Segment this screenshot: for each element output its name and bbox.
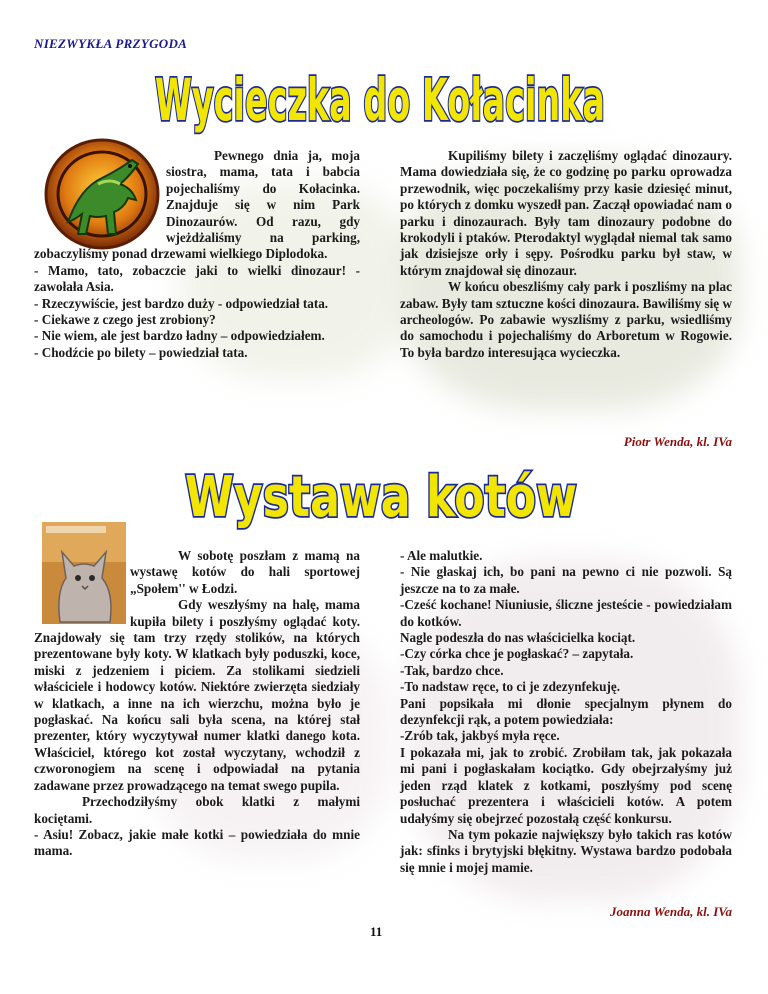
article1-author: Piotr Wenda, kl. IVa	[623, 434, 732, 449]
article2-title	[178, 458, 584, 534]
dialogue-line: -Czy córka chce je pogłaskać? – zapytała.	[400, 646, 634, 662]
article2-left-column	[34, 548, 360, 860]
paragraph: Pani popsikała mi dłonie specjalnym płynem do dezynfekcji rąk, a potem powiedziała:	[400, 695, 732, 728]
dialogue-line: -Tak, bardzo chce.	[400, 662, 504, 678]
dialogue-line: -To nadstaw ręce, to ci je zdezynfekuję.	[400, 679, 620, 695]
dialogue-line: - Ale malutkie.	[400, 548, 483, 563]
dialogue-line: - Chodźcie po bilety – powiedział tata.	[34, 344, 248, 360]
dialogue-line: - Nie wiem, ale jest bardzo ładny – odpowiedziałem.	[34, 328, 325, 344]
paragraph: Kupiliśmy bilety i zaczęliśmy oglądać dinozaury. Mama dowiedziała się, że co godzinę po parku oprowadza przewodnik, więc poczekaliśmy przy kasie dziesięć minut, po których z domku wyszedł pan. Zaczął opowiadać nam o parku i dinozaurach. Były tam dinozaury podobne do krokodyli i ptaków. Pterodaktyl wyglądał niemal tak samo jak dzisiejsze orły i sępy. Pośrodku parku był staw, w którym znajdował się dinozaur.	[400, 148, 732, 278]
article1-title	[148, 58, 612, 140]
dialogue-line: -Cześć kochane! Niuniusie, śliczne jesteście - powiedziałam do kotków.	[400, 597, 732, 629]
dialogue-line: - Nie głaskaj ich, bo pani na pewno ci nie pozwoli. Są jeszcze na to za małe.	[400, 564, 732, 596]
section-label: NIEZWYKŁA PRZYGODA	[34, 36, 188, 51]
dialogue-line: - Mamo, tato, zobaczcie jaki to wielki dinozaur! - zawołała Asia.	[34, 262, 360, 295]
article1-right-column	[400, 148, 732, 361]
dialogue-line: - Asiu! Zobacz, jakie małe kotki – powiedziała do mnie mama.	[34, 826, 360, 859]
paragraph: Nagle podeszła do nas właścicielka kociąt.	[400, 630, 636, 646]
article1-title-text: Wycieczka do Kołacinka	[155, 66, 605, 134]
dialogue-line: -Zrób tak, jakbyś myła ręce.	[400, 728, 560, 744]
paragraph: W sobotę poszłam z mamą na wystawę kotów do hali sportowej „Społem'' w Łodzi.	[130, 548, 360, 596]
paragraph: I pokazała mi, jak to zrobić. Zrobiłam tak, jak pokazała mi pani i pogłaskałam kociątko. Gdy obejrzałyśmy już jeden rząd klatek z kotkami, poszłyśmy pod scenę posłuchać prezentera i właścicieli kotów. A potem udałyśmy się obejrzeć pozostałą część konkursu.	[400, 744, 732, 826]
paragraph: Na tym pokazie największy było takich ras kotów jak: sfinks i brytyjski błękitny. Wystawa bardzo podobała się mnie i mojej mamie.	[400, 826, 732, 875]
article1-left-column	[34, 148, 360, 361]
dialogue-line: - Ciekawe z czego jest zrobiony?	[34, 312, 216, 328]
article2-right-column	[400, 548, 732, 876]
article2-title-text: Wystawa kotów	[185, 465, 577, 530]
page-number: 11	[370, 924, 383, 939]
article2-author: Joanna Wenda, kl. IVa	[610, 904, 732, 919]
paragraph: Przechodziłyśmy obok klatki z małymi kociętami.	[34, 794, 360, 826]
dialogue-line: - Rzeczywiście, jest bardzo duży - odpowiedział tata.	[34, 295, 329, 311]
paragraph: Pewnego dnia ja, moja siostra, mama, tata i babcia pojechaliśmy do Kołacinka. Znajduje się w nim Park Dinozaurów. Od razu, gdy wjeżdżaliśmy na parking, zobaczyliśmy ponad drzewami wielkiego Diplodoka.	[34, 148, 360, 262]
paragraph: W końcu obeszliśmy cały park i poszliśmy na plac zabaw. Były tam sztuczne kości dinozaura. Bawiliśmy się w archeologów. Po zabawie wyszliśmy z parku, wsiedliśmy do samochodu i pojechaliśmy do Arboretum w Rogowie. To była bardzo interesująca wycieczka.	[400, 279, 732, 360]
paragraph: Gdy weszłyśmy na halę, mama kupiła bilety i poszłyśmy oglądać koty. Znajdowały się tam trzy rzędy stolików, na których prezentowane były koty. W klatkach były poduszki, koce, miski z jedzeniem i piciem. Za stolikami siedzieli właściciele i hodowcy kotów. Niektóre zwierzęta siedziały w klatkach, a inne na ich wierzchu, można było je pogłaskać. Na końcu sali była scena, na której stał prezenter, który wyczytywał numer klatki danego kota. Właściciel, którego kot został wyczytany, wchodził z czworonogiem na scenę i odpowiadał na pytania zadawane przez prowadzącego na temat swego pupila.	[34, 597, 360, 793]
